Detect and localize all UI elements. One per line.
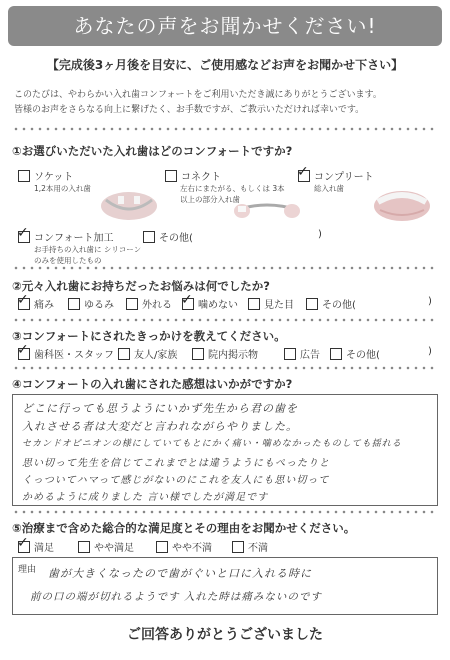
- checkbox-friend-family[interactable]: [118, 348, 130, 360]
- option-comfort-processing[interactable]: ✓ コンフォート加工: [17, 225, 114, 244]
- dotted-divider: [12, 366, 438, 370]
- note-connect: 左右にまたがる、もしくは 3本以上の部分入れ歯: [180, 184, 285, 204]
- checkbox-other-q1[interactable]: [143, 231, 155, 243]
- option-connect[interactable]: コネクト: [165, 168, 221, 183]
- dotted-divider: [12, 127, 438, 131]
- question-5: ⑤治療まで含めた総合的な満足度とその理由をお聞かせください。: [12, 521, 356, 535]
- intro-line-2: 皆様のお声をさらなる向上に繋げたく、お手数ですが、ご教示いただければ幸いです。: [14, 105, 365, 115]
- option-satisfied[interactable]: ✓ 満足: [17, 535, 54, 554]
- page-subtitle: 【完成後3ヶ月後を目安に、ご使用感などお声をお聞かせ下さい】: [46, 58, 404, 72]
- dotted-divider: [12, 510, 438, 514]
- checkbox-advertisement[interactable]: [284, 348, 296, 360]
- option-appearance[interactable]: 見た目: [248, 296, 294, 311]
- checkbox-complete[interactable]: [297, 164, 310, 182]
- other-q1-close: ): [318, 229, 322, 240]
- impression-line-4: 思い切って先生を信じてこれまでとは違うようにもぺったりと: [22, 458, 330, 469]
- intro-line-1: このたびは、やわらかい入れ歯コンフォートをご利用いただき誠にありがとうございます。: [14, 90, 382, 100]
- option-clinic-poster[interactable]: 院内掲示物: [192, 346, 258, 361]
- option-other-q3[interactable]: その他(: [330, 346, 380, 361]
- question-2: ②元々入れ歯にお持ちだったお悩みは何でしたか?: [12, 279, 270, 293]
- checkbox-dentist-staff[interactable]: [17, 342, 30, 360]
- checkbox-cannot-chew[interactable]: [181, 292, 194, 310]
- option-dissatisfied[interactable]: 不満: [232, 539, 268, 554]
- dotted-divider: [12, 318, 438, 322]
- option-dentist-staff[interactable]: ✓ 歯科医・スタッフ: [17, 342, 114, 361]
- check-mark-icon: ✓: [297, 164, 309, 180]
- option-cannot-chew[interactable]: ✓ 噛めない: [181, 292, 238, 311]
- checkbox-socket[interactable]: [18, 170, 30, 182]
- option-somewhat-satisfied[interactable]: やや満足: [78, 539, 134, 554]
- check-mark-icon: ✓: [17, 342, 29, 358]
- checkbox-loose[interactable]: [68, 298, 80, 310]
- option-falls-out[interactable]: 外れる: [126, 296, 172, 311]
- checkbox-appearance[interactable]: [248, 298, 260, 310]
- checkbox-somewhat-satisfied[interactable]: [78, 541, 90, 553]
- check-mark-icon: ✓: [17, 292, 29, 308]
- note-socket: 1,2本用の入れ歯: [34, 184, 91, 193]
- checkbox-comfort-processing[interactable]: [17, 225, 30, 243]
- page-title: あなたの声をお聞かせください!: [73, 14, 377, 38]
- option-complete[interactable]: ✓ コンプリート: [297, 164, 374, 183]
- thanks-footer: ご回答ありがとうございました: [127, 627, 323, 643]
- checkbox-somewhat-dissatisfied[interactable]: [156, 541, 168, 553]
- reason-label: 理由: [18, 565, 37, 575]
- check-mark-icon: ✓: [17, 225, 29, 241]
- checkbox-other-q3[interactable]: [330, 348, 342, 360]
- question-1: ①お選びいただいた入れ歯はどのコンフォートですか?: [12, 144, 293, 158]
- intro-text: [14, 88, 439, 118]
- impression-line-6: かめるように成りました 言い様でしたが満足です: [22, 492, 269, 503]
- other-q3-close: ): [428, 346, 432, 357]
- check-mark-icon: ✓: [17, 535, 29, 551]
- note-complete: 総入れ歯: [314, 184, 344, 193]
- reason-line-2: 前の口の端が切れるようです 入れた時は痛みないのです: [30, 591, 322, 603]
- checkbox-clinic-poster[interactable]: [192, 348, 204, 360]
- checkbox-falls-out[interactable]: [126, 298, 138, 310]
- dotted-divider: [12, 266, 438, 270]
- complete-denture-image: [372, 186, 432, 222]
- option-friend-family[interactable]: 友人/家族: [118, 346, 177, 361]
- option-other-q2[interactable]: その他(: [306, 296, 356, 311]
- checkbox-satisfied[interactable]: [17, 535, 30, 553]
- checkbox-dissatisfied[interactable]: [232, 541, 244, 553]
- impression-line-3: セカンドオピニオンの様にしていてもとにかく痛い・噛めなかったものしても揺れる: [22, 439, 402, 449]
- option-advertisement[interactable]: 広告: [284, 346, 320, 361]
- impression-line-1: どこに行っても思うようにいかず先生から君の歯を: [22, 402, 298, 415]
- option-pain[interactable]: ✓ 痛み: [17, 292, 54, 311]
- checkbox-other-q2[interactable]: [306, 298, 318, 310]
- option-loose[interactable]: ゆるみ: [68, 296, 114, 311]
- checkbox-pain[interactable]: [17, 292, 30, 310]
- check-mark-icon: ✓: [181, 292, 193, 308]
- other-q2-close: ): [428, 296, 432, 307]
- checkbox-connect[interactable]: [165, 170, 177, 182]
- question-4: ④コンフォートの入れ歯にされた感想はいかがですか?: [12, 377, 293, 391]
- reason-line-1: 歯が大きくなったので歯がぐいと口に入れる時に: [48, 567, 312, 580]
- impression-line-2: 入れさせる者は大変だと言われながらやりました。: [22, 420, 298, 433]
- header-banner: [8, 6, 442, 46]
- impression-line-5: くっついてハマって感じがないのにこれを友人にも思い切って: [22, 475, 330, 486]
- option-socket[interactable]: ソケット: [18, 168, 73, 183]
- note-comfort-processing: お手持ちの入れ歯に シリコーンのみを使用したもの: [34, 245, 142, 265]
- option-other-q1[interactable]: その他(: [143, 229, 193, 244]
- option-somewhat-dissatisfied[interactable]: やや不満: [156, 539, 212, 554]
- partial-denture-image: [98, 188, 160, 224]
- question-3: ③コンフォートにされたきっかけを教えてください。: [12, 329, 286, 343]
- connect-denture-image: [232, 198, 302, 222]
